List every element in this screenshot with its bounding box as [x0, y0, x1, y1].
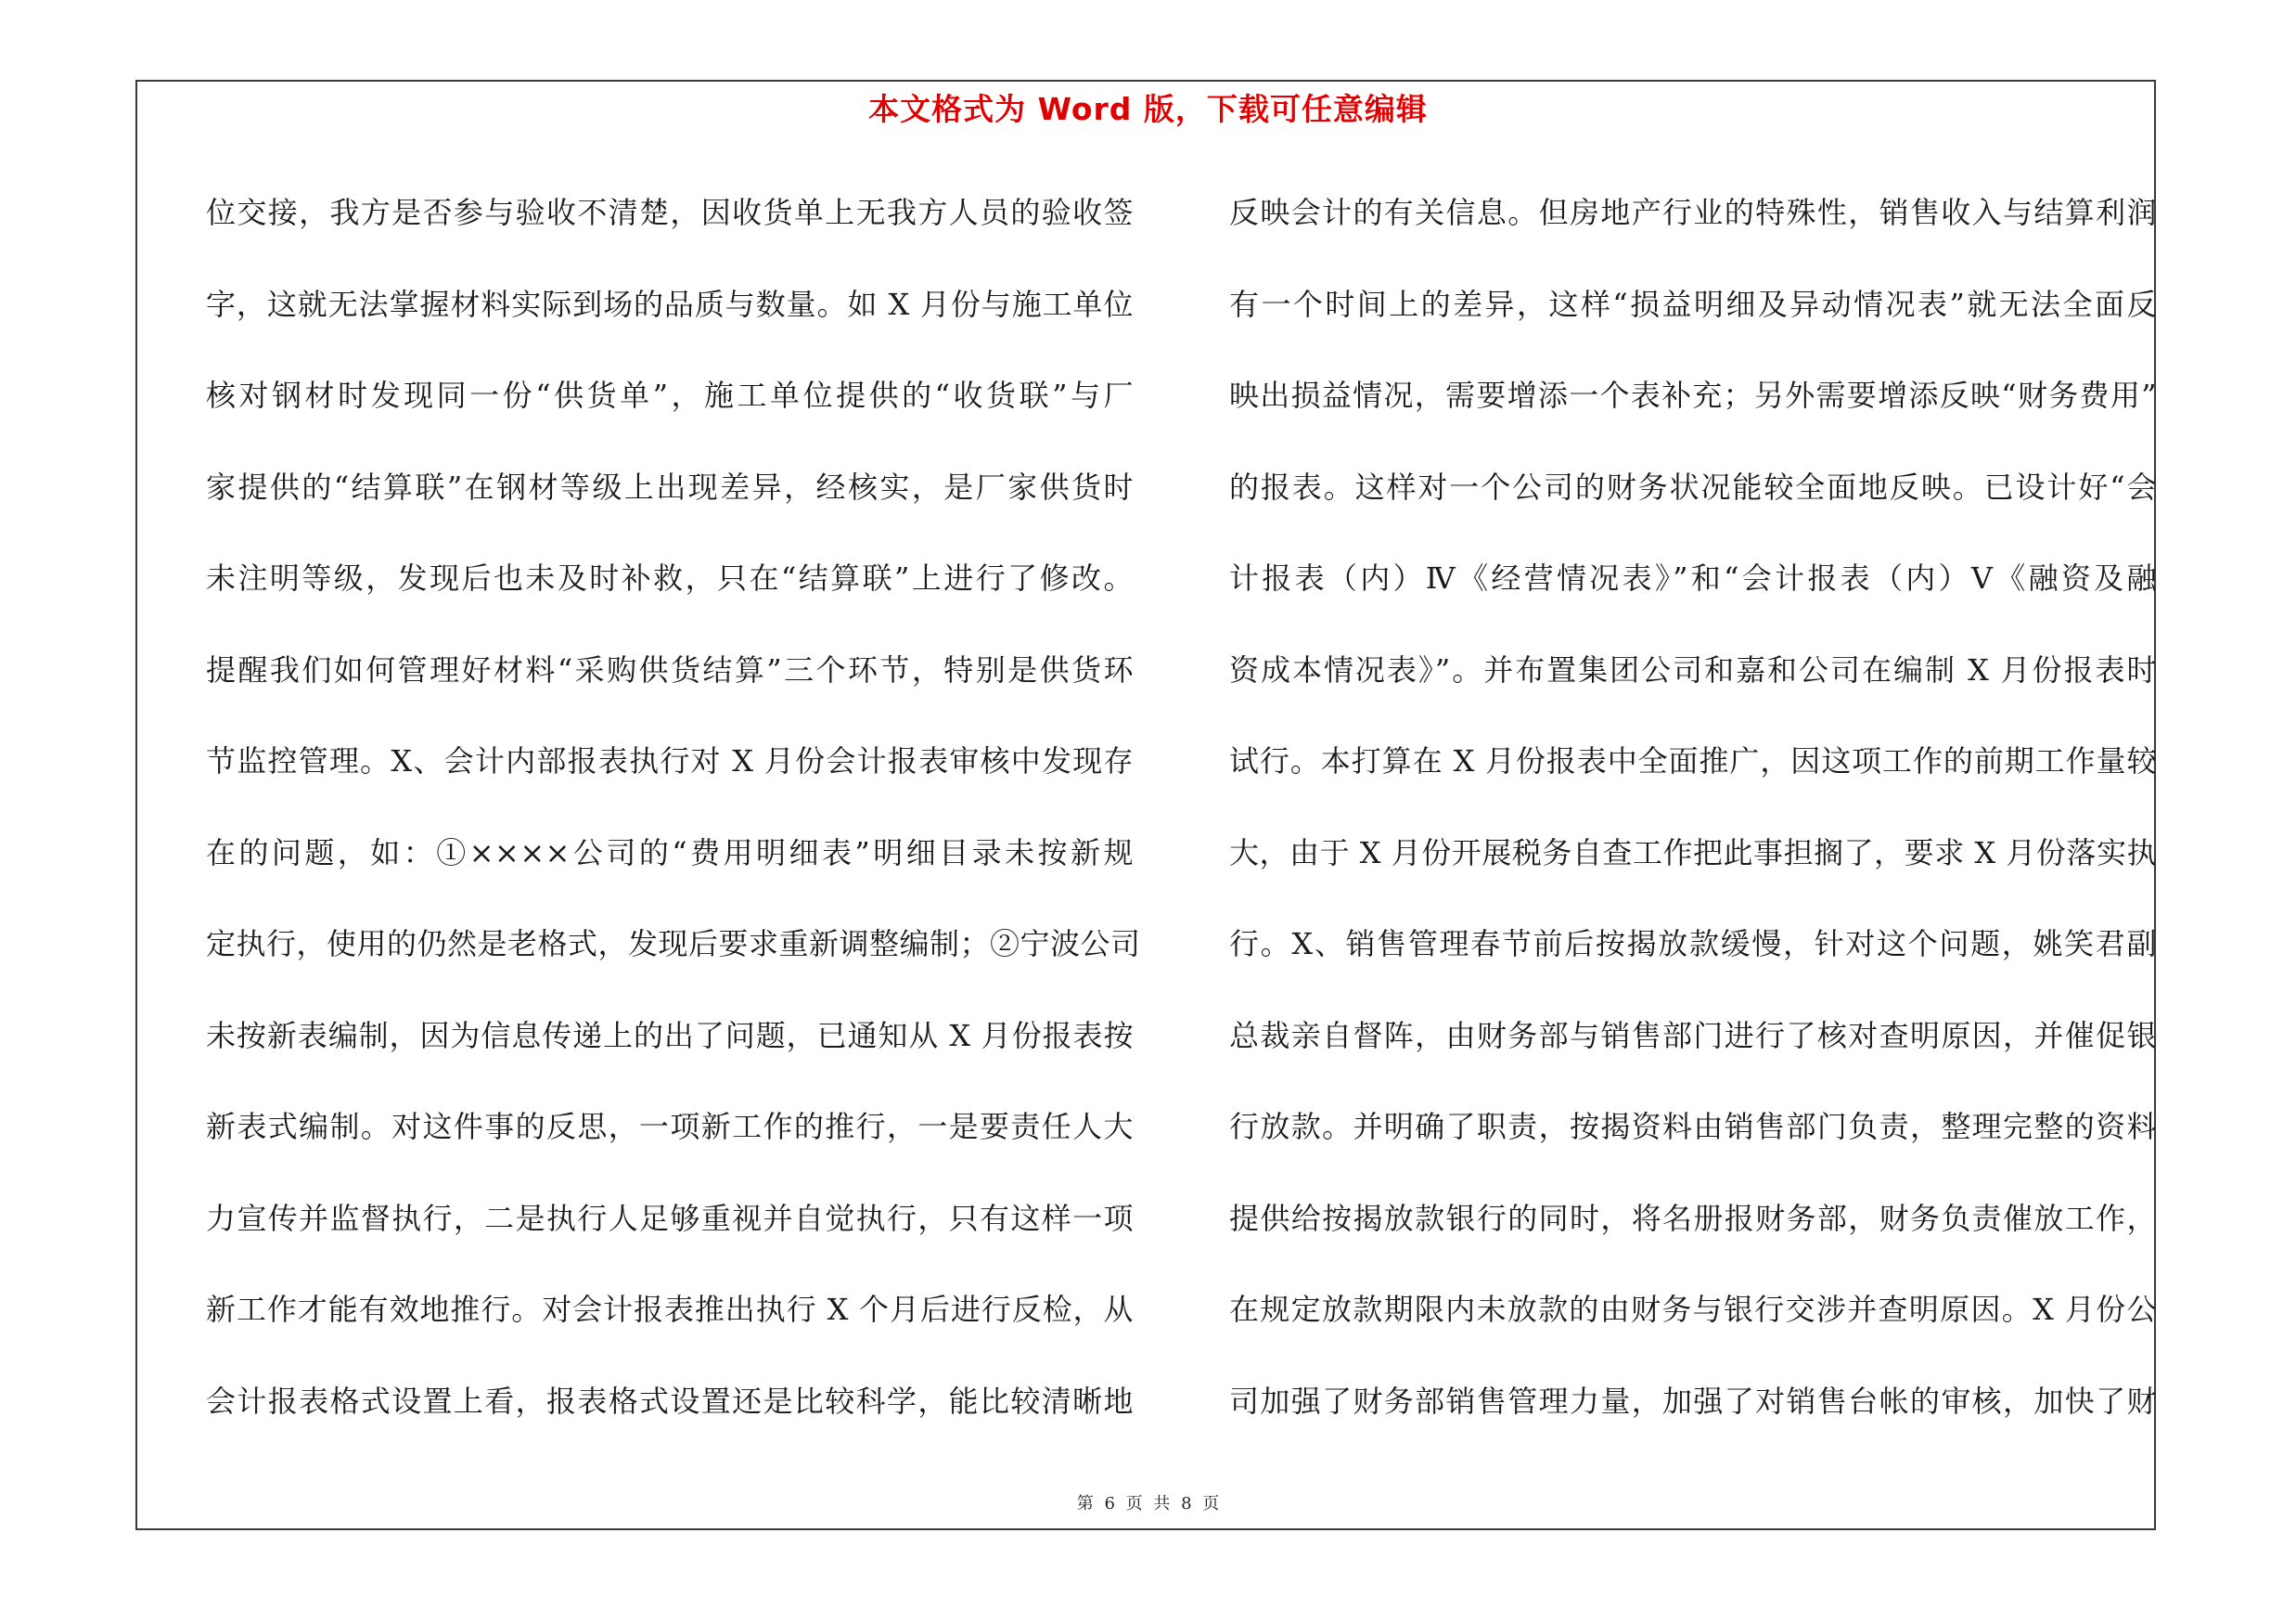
- text-line: 力宣传并监督执行，二是执行人足够重视并自觉执行，只有这样一项: [206, 1200, 1134, 1236]
- text-line: 提醒我们如何管理好材料“采购供货结算”三个环节，特别是供货环: [206, 651, 1134, 688]
- text-line: 新表式编制。对这件事的反思，一项新工作的推行，一是要责任人大: [206, 1109, 1134, 1144]
- text-line: 新工作才能有效地推行。对会计报表推出执行 X 个月后进行反检，从: [206, 1292, 1134, 1327]
- text-line: 映出损益情况，需要增添一个表补充；另外需要增添反映“财务费用”: [1229, 378, 2157, 413]
- text-line: 位交接，我方是否参与验收不清楚，因收货单上无我方人员的验收签: [206, 195, 1134, 230]
- text-line: 反映会计的有关信息。但房地产行业的特殊性，销售收入与结算利润: [1229, 195, 2157, 230]
- text-line: 未按新表编制，因为信息传递上的出了问题，已通知从 X 月份报表按: [206, 1017, 1134, 1053]
- text-line: 节监控管理。X、会计内部报表执行对 X 月份会计报表审核中发现存: [206, 743, 1134, 779]
- text-line: 计报表（内）Ⅳ《经营情况表》”和“会计报表（内）Ⅴ《融资及融: [1229, 560, 2157, 596]
- header-banner: 本文格式为 Word 版，下载可任意编辑: [868, 91, 1428, 127]
- text-line: 大，由于 X 月份开展税务自查工作把此事担搁了，要求 X 月份落实执: [1229, 834, 2157, 870]
- text-line: 资成本情况表》”。并布置集团公司和嘉和公司在编制 X 月份报表时: [1229, 651, 2157, 688]
- text-line: 司加强了财务部销售管理力量，加强了对销售台帐的审核，加快了财: [1229, 1383, 2157, 1419]
- text-line: 会计报表格式设置上看，报表格式设置还是比较科学，能比较清晰地: [206, 1383, 1134, 1419]
- text-line: 总裁亲自督阵，由财务部与销售部门进行了核对查明原因，并催促银: [1229, 1017, 2157, 1053]
- text-line: 家提供的“结算联”在钢材等级上出现差异，经核实，是厂家供货时: [206, 469, 1134, 505]
- text-line: 有一个时间上的差异，这样“损益明细及异动情况表”就无法全面反: [1229, 286, 2157, 322]
- left-text-column: [206, 167, 1141, 1447]
- text-line: 提供给按揭放款银行的同时，将名册报财务部，财务负责催放工作，: [1229, 1200, 2157, 1236]
- text-line: 试行。本打算在 X 月份报表中全面推广，因这项工作的前期工作量较: [1229, 743, 2157, 779]
- right-text-column: [1229, 167, 2157, 1447]
- text-line: 行放款。并明确了职责，按揭资料由销售部门负责，整理完整的资料: [1229, 1109, 2157, 1144]
- text-line: 行。X、销售管理春节前后按揭放款缓慢，针对这个问题，姚笑君副: [1229, 926, 2157, 961]
- text-line: 未注明等级，发现后也未及时补救，只在“结算联”上进行了修改。: [206, 560, 1134, 596]
- text-line: 在规定放款期限内未放款的由财务与银行交涉并查明原因。X 月份公: [1229, 1292, 2157, 1327]
- text-line: 字，这就无法掌握材料实际到场的品质与数量。如 X 月份与施工单位: [206, 286, 1134, 322]
- text-line: 在的问题，如：①××××公司的“费用明细表”明细目录未按新规: [206, 834, 1134, 870]
- text-line: 核对钢材时发现同一份“供货单”，施工单位提供的“收货联”与厂: [206, 378, 1134, 413]
- text-line: 定执行，使用的仍然是老格式，发现后要求重新调整编制；②宁波公司: [206, 926, 1141, 961]
- page-number-footer: 第 6 页 共 8 页: [1076, 1494, 1220, 1514]
- text-line: 的报表。这样对一个公司的财务状况能较全面地反映。已设计好“会: [1229, 469, 2157, 505]
